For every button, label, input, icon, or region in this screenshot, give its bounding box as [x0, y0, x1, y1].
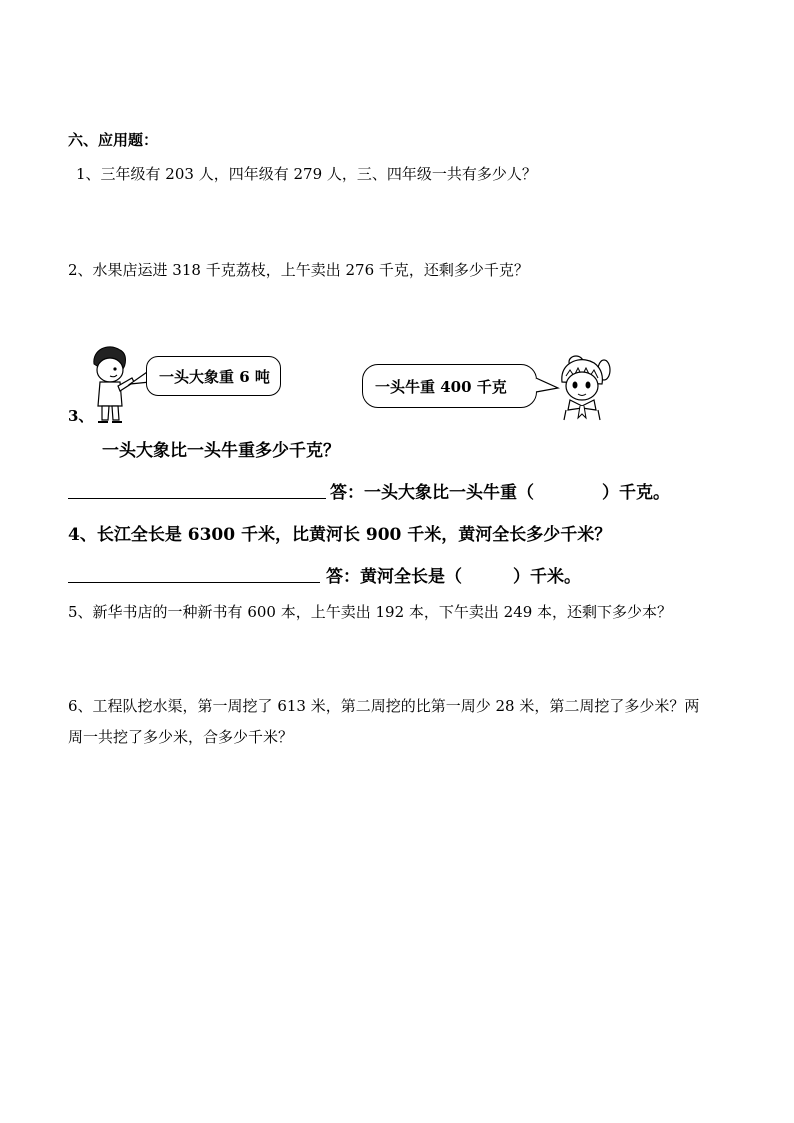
question-2: 2、水果店运进 318 千克荔枝，上午卖出 276 千克，还剩多少千克？ — [68, 261, 529, 279]
question-1: 1、三年级有 203 人，四年级有 279 人，三、四年级一共有多少人？ — [76, 165, 537, 183]
section-title: 六、应用题： — [68, 131, 159, 149]
question-4: 4、长江全长是 6300 千米，比黄河长 900 千米，黄河全长多少千米？ — [68, 525, 612, 545]
answer-line-3 — [68, 498, 326, 499]
question-3-text: 一头大象比一头牛重多少千克？ — [102, 441, 340, 461]
question-3-number: 3、 — [68, 407, 94, 425]
question-5: 5、新华书店的一种新书有 600 本，上午卖出 192 本，下午卖出 249 本，还剩下多少本？ — [68, 603, 673, 621]
answer-line-4 — [68, 582, 320, 583]
question-6-line-2: 周一共挖了多少米，合多少千米？ — [68, 728, 294, 746]
girl-cartoon-icon — [556, 354, 612, 422]
question-6-line-1: 6、工程队挖水渠，第一周挖了 613 米，第二周挖的比第一周少 28 米，第二周挖了多少米？两 — [68, 697, 700, 715]
answer-4: 答：黄河全长是（ ）千米。 — [326, 567, 581, 587]
speech-bubble-right — [362, 364, 537, 408]
speech-bubble-left — [146, 356, 281, 396]
bubble-left-text: 一头大象重 6 吨 — [159, 367, 270, 386]
answer-3: 答：一头大象比一头牛重（ ）千克。 — [330, 483, 670, 503]
bubble-right-text: 一头牛重 400 千克 — [375, 377, 507, 396]
